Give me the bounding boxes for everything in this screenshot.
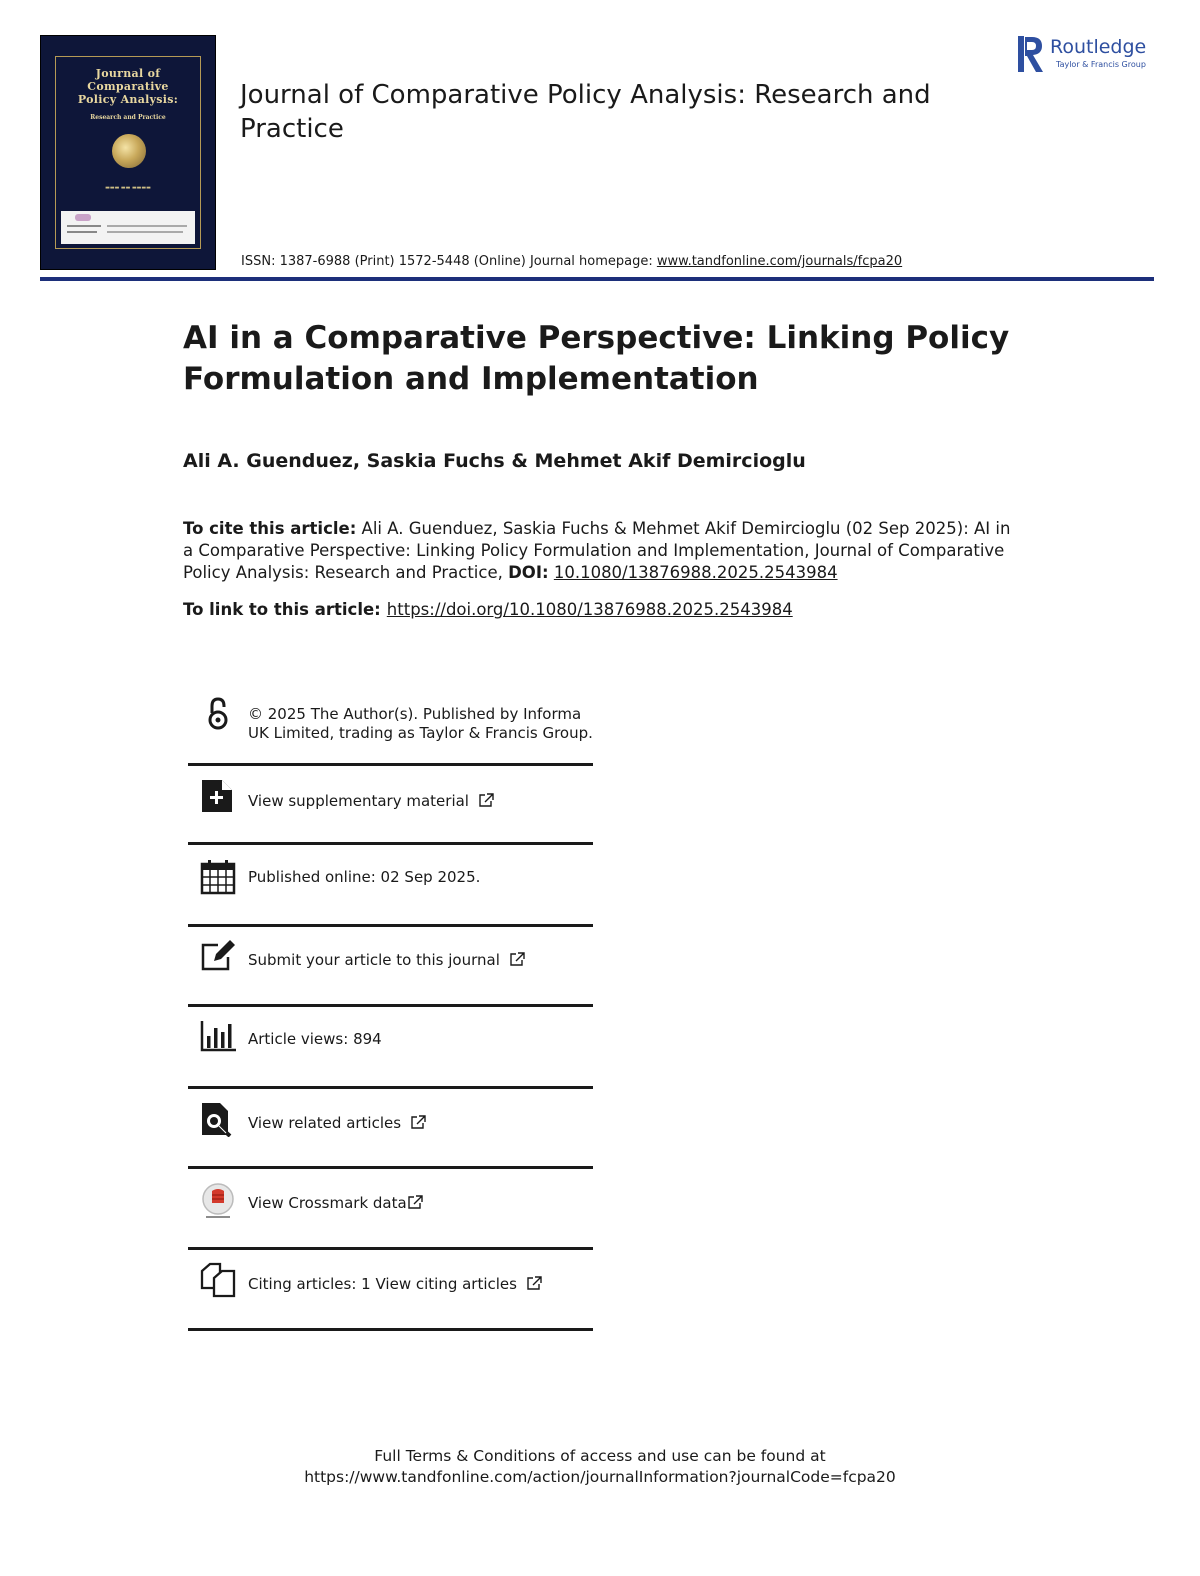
external-link-icon [478, 793, 494, 807]
article-title: AI in a Comparative Perspective: Linking Policy Formulation and Implementation [183, 320, 1010, 397]
journal-homepage-link[interactable]: www.tandfonline.com/journals/fcpa20 [656, 254, 903, 269]
views-row [188, 1007, 593, 1089]
calendar-icon [200, 859, 236, 895]
article-link-line [183, 600, 793, 619]
doi-link[interactable]: 10.1080/13876988.2025.2543984 [553, 563, 838, 582]
header-rule [40, 277, 1154, 281]
journal-title: Journal of Comparative Policy Analysis: Research and Practice [240, 80, 931, 144]
article-authors: Ali A. Guenduez, Saskia Fuchs & Mehmet Akif Demircioglu [183, 450, 806, 472]
article-info-list [188, 690, 593, 1331]
cover-footer-band [61, 211, 195, 244]
terms-line-1: Full Terms & Conditions of access and use can be found at [374, 1447, 826, 1465]
doi-label: DOI: [508, 563, 549, 582]
external-link-icon [407, 1195, 423, 1209]
submit-label: Submit your article to this journal [248, 951, 500, 969]
cover-title [56, 67, 200, 106]
crossmark-icon [200, 1183, 236, 1219]
cover-editor-line: ▬▬▬ ▬▬ ▬▬▬▬ [105, 185, 151, 191]
supplementary-link[interactable] [248, 792, 494, 811]
bar-chart-icon [200, 1019, 236, 1055]
external-link-icon [509, 952, 525, 966]
publisher-mark-icon [75, 214, 91, 221]
external-link-icon [410, 1115, 426, 1129]
journal-cover-image [40, 35, 216, 270]
published-date: Published online: 02 Sep 2025. [248, 868, 481, 886]
routledge-name: Routledge [1050, 36, 1147, 58]
related-link[interactable] [248, 1114, 426, 1133]
submit-row[interactable] [188, 927, 593, 1007]
file-plus-icon [200, 778, 236, 814]
citing-link[interactable] [248, 1275, 542, 1294]
citing-row[interactable] [188, 1250, 593, 1331]
submit-link[interactable] [248, 951, 525, 970]
issn-text: ISSN: 1387-6988 (Print) 1572-5448 (Online) Journal homepage: [241, 254, 657, 269]
globe-icon [112, 134, 146, 168]
terms-footer [0, 1446, 1200, 1488]
document-search-icon [200, 1101, 236, 1137]
citing-articles-icon [200, 1262, 236, 1298]
crossmark-label: View Crossmark data [248, 1194, 407, 1212]
open-access-text: © 2025 The Author(s). Published by Informa UK Limited, trading as Taylor & Francis Group. [248, 705, 593, 742]
crossmark-row[interactable] [188, 1169, 593, 1250]
routledge-logo [1016, 34, 1161, 74]
terms-url[interactable]: https://www.tandfonline.com/action/journalInformation?journalCode=fcpa20 [304, 1468, 896, 1486]
supplementary-label: View supplementary material [248, 792, 469, 810]
routledge-tagline: Taylor & Francis Group [1056, 60, 1146, 69]
issn-line [241, 254, 902, 269]
open-access-icon [200, 696, 236, 732]
article-views: Article views: 894 [248, 1030, 382, 1048]
open-access-row [188, 690, 593, 766]
citing-label: Citing articles: 1 View citing articles [248, 1275, 517, 1293]
related-row[interactable] [188, 1089, 593, 1169]
routledge-r-icon [1016, 34, 1046, 74]
external-link-icon [526, 1276, 542, 1290]
related-label: View related articles [248, 1114, 402, 1132]
crossmark-link[interactable] [248, 1194, 423, 1213]
link-label: To link to this article: [183, 600, 381, 619]
cover-subtitle: Research and Practice [90, 114, 166, 121]
article-url-link[interactable]: https://doi.org/10.1080/13876988.2025.2543984 [386, 600, 793, 619]
supplementary-row[interactable] [188, 766, 593, 845]
cover-title-line-2: Comparative [87, 80, 169, 93]
cover-frame [55, 56, 201, 249]
published-row [188, 845, 593, 927]
cite-text: Ali A. Guenduez, Saskia Fuchs & Mehmet Akif Demircioglu (02 Sep 2025): AI in a Comparative Perspective: Linking Policy Formulation and Implementation, Journal of Comparative Policy Analysis: Research and Practice, [183, 519, 1011, 582]
citation-block [183, 518, 1013, 584]
cover-title-line-1: Journal of [95, 67, 161, 80]
cover-title-line-3: Policy Analysis: [77, 93, 179, 106]
cite-label: To cite this article: [183, 519, 357, 538]
edit-icon [200, 939, 236, 975]
